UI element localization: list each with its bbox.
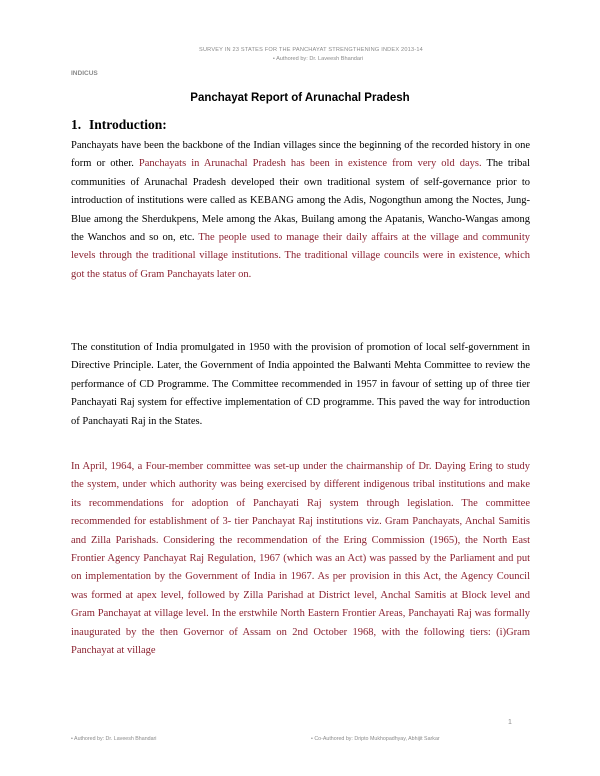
paragraph-3-highlight: In April, 1964, a Four-member committee was set-up under the chairmanship of Dr. Daying Ering to study the system, under which authority was being exercised by different indigenous tribal institutions and make its recommendations for adoption of Panchayati Raj system through legislation. [71,461,530,509]
paragraph-1-highlight-a: Panchayats in Arunachal Pradesh has been in existence from very old days. [138,158,482,170]
page-number: 1 [508,719,512,726]
paragraph-1 [71,137,530,284]
brand-name: INDICUS [71,70,98,77]
paragraph-2: The constitution of India promulgated in 1950 with the provision of promotion of local self-government in Directive Principle. Later, the Government of India appointed the Balwanti Mehta Committee to review the performance of CD Programme. The Committee recommended in 1957 in favour of setting up of three tier Panchayati Raj system for effective implementation of CD programme. This paved the way for introduction of Panchayati Raj in the States. [71,342,530,427]
section-title: Introduction: [89,117,167,132]
footer-coauthors: • Co-Authored by: Dripto Mukhopadhyay, Abhijit Sarkar [311,736,440,742]
page-title: Panchayat Report of Arunachal Pradesh [190,92,410,104]
paragraph-1-text-b: The tribal communities of Arunachal Pradesh developed their own traditional system of self-governance prior to introduction of institutions were called as KEBANG among the Adis, Nogongthun among the Noctes, Jung-Blue among the Sherdukpens, Mele among the Akas, Builang among the Apatanis, Wancho-Wangas among the Wanchos and so on, etc. [71,158,531,244]
section-number: 1. [71,117,82,132]
section-heading [71,117,167,133]
paragraph-3-text: The committee recommended for establishment of 3- tier Panchayat Raj institutions viz. Gram Panchayats, Anchal Samitis and Zilla Parishads. Considering the recommendation of the Ering Commission (1965), the North East Frontier Agency Panchayat Raj Regulation, 1967 (which was an Act) was passed by the Parliament and put on implementation by the Government of India in 1967. As per provision in this Act, the Agency Council was formed at apex level, followed by Zilla Parishad at District level, Anchal Samitis at Block level and Gram Panchayat at village level. In the erstwhile North Eastern Frontier Areas, Panchayati Raj was formally inaugurated by the then Governor of Assam on 2nd October 1968, with the following tiers: (i)Gram Panchayat at village [71,497,530,657]
paragraph-1-highlight-b: The people used to manage their daily affairs at the village and community levels through the traditional village institutions. The traditional village councils were in existence, which got the status of Gram Panchayats later on. [71,232,530,280]
paragraph-1-text-a: Panchayats have been the backbone of the Indian villages since the beginning of the recorded history in one form or other. [71,140,530,170]
header-authored-line: • Authored by: Dr. Laveesh Bhandari [272,56,364,62]
paragraph-3 [71,458,530,660]
footer-author: • Authored by: Dr. Laveesh Bhandari [71,736,157,742]
header-survey-line: SURVEY IN 23 STATES FOR THE PANCHAYAT STRENGTHENING INDEX 2013-14 [199,47,423,53]
